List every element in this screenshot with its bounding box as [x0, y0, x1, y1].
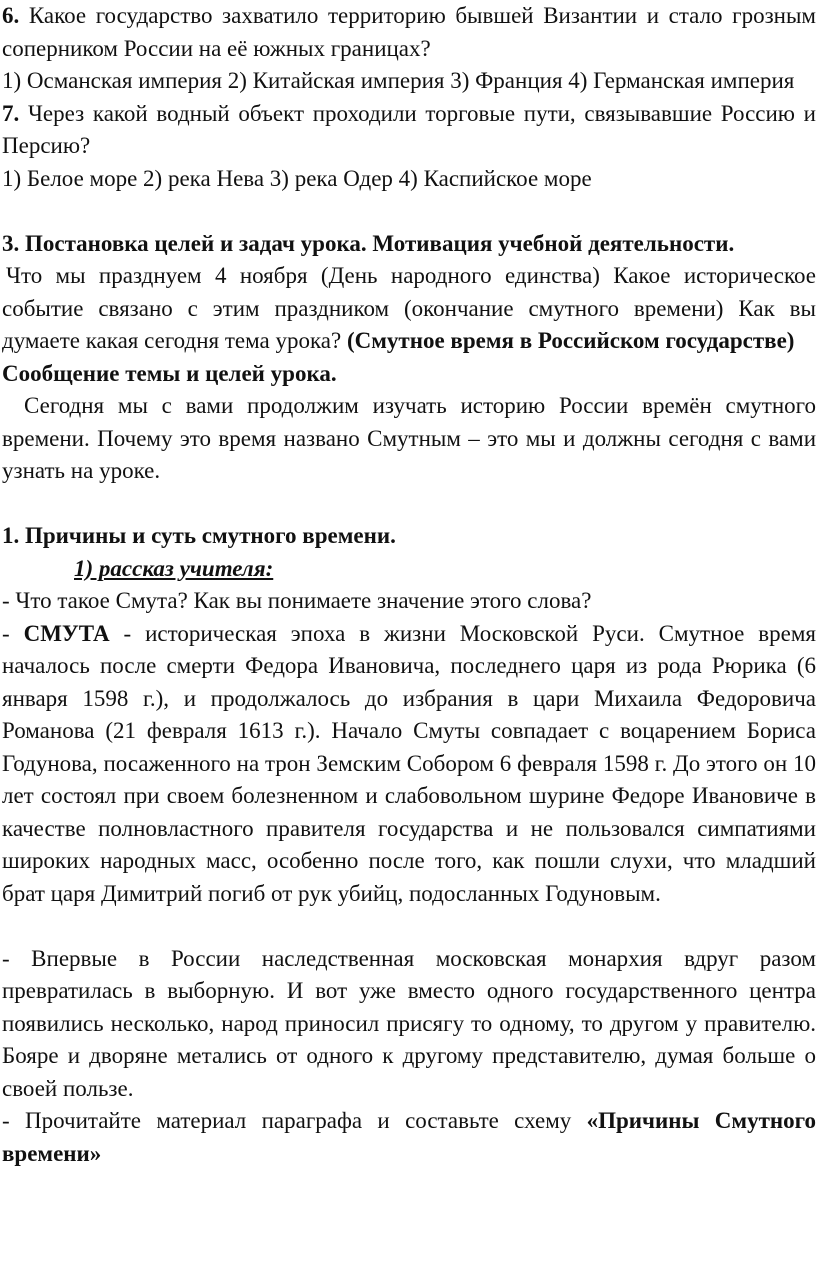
- section-3-paragraph: [2, 260, 816, 358]
- part-1-heading-text: 1. Причины и суть смутного времени.: [2, 523, 396, 548]
- smuta-question: - Что такое Смута? Как вы понимаете значение этого слова?: [2, 588, 592, 613]
- question-6: [2, 0, 816, 65]
- intro-paragraph: Сегодня мы с вами продолжим изучать историю России времён смутного времени. Почему это время названо Смутным – это мы и должны сегодня с вами узнать на уроке.: [2, 393, 816, 483]
- spacer: [2, 488, 816, 521]
- task-scheme-title: «Причины Смутного времени»: [2, 1108, 816, 1166]
- question-6-text: Какое государство захватило территорию бывшей Византии и стало грозным соперником России на её южных границах?: [2, 3, 816, 61]
- task-text: - Прочитайте материал параграфа и составьте схему: [2, 1108, 587, 1133]
- monarchy-paragraph: - Впервые в России наследственная московская монархия вдруг разом превратилась в выборную. И вот уже вместо одного государственного центра появились несколько, народ приносил присягу то одному, то другом у правителю. Бояре и дворяне метались от одного к другому представителю, думая больше о своей пользе.: [2, 945, 816, 1101]
- topic-subheading-text: Сообщение темы и целей урока.: [2, 360, 337, 386]
- section-3-heading-text: 3. Постановка целей и задач урока. Мотивация учебной деятельности.: [2, 230, 735, 256]
- lesson-topic: (Смутное время в Российском государстве): [346, 328, 795, 353]
- teacher-story-label: 1) рассказ учителя:: [74, 555, 274, 581]
- question-6-options: 1) Османская империя 2) Китайская империя 3) Франция 4) Германская империя: [2, 68, 795, 93]
- task-paragraph: [2, 1105, 816, 1170]
- spacer: [2, 910, 816, 943]
- section-3-heading: [2, 228, 816, 261]
- question-6-number: 6.: [2, 3, 20, 28]
- smuta-definition: [2, 618, 816, 911]
- topic-subheading: [2, 358, 816, 391]
- definition-term: СМУТА: [23, 620, 110, 646]
- part-1-heading: [2, 520, 816, 553]
- question-7-options: 1) Белое море 2) река Нева 3) река Одер 4) Каспийское море: [2, 165, 592, 191]
- spacer: [2, 195, 816, 228]
- definition-dash: -: [2, 620, 24, 646]
- section-3-text: Что мы празднуем 4 ноября (День народного единства) Какое историческое событие связано с этим праздником (окончание смутного времени) Как вы думаете какая сегодня тема урока?: [2, 263, 816, 353]
- question-7-text: Через какой водный объект проходили торговые пути, связывавшие Россию и Персию?: [2, 100, 816, 158]
- teacher-story-label-line: [2, 553, 816, 586]
- definition-text: - историческая эпоха в жизни Московской Руси. Смутное время началось после смерти Федора Ивановича, последнего царя из рода Рюрика (6 января 1598 г.), и продолжалось до избрания в цари Михаила Федоровича Романова (21 февраля 1613 г.). Начало Смуты совпадает с воцарением Бориса Годунова, посаженного на трон Земским Собором 6 февраля 1598 г. До этого он 10 лет состоял при своем болезненном и слабовольном шурине Федоре Ивановиче в качестве полновластного правителя государства и не пользовался симпатиями широких народных масс, особенно после того, как пошли слухи, что младший брат царя Димитрий погиб от рук убийц, подосланных Годуновым.: [2, 620, 816, 906]
- question-7: [2, 98, 816, 163]
- question-7-number: 7.: [2, 100, 20, 126]
